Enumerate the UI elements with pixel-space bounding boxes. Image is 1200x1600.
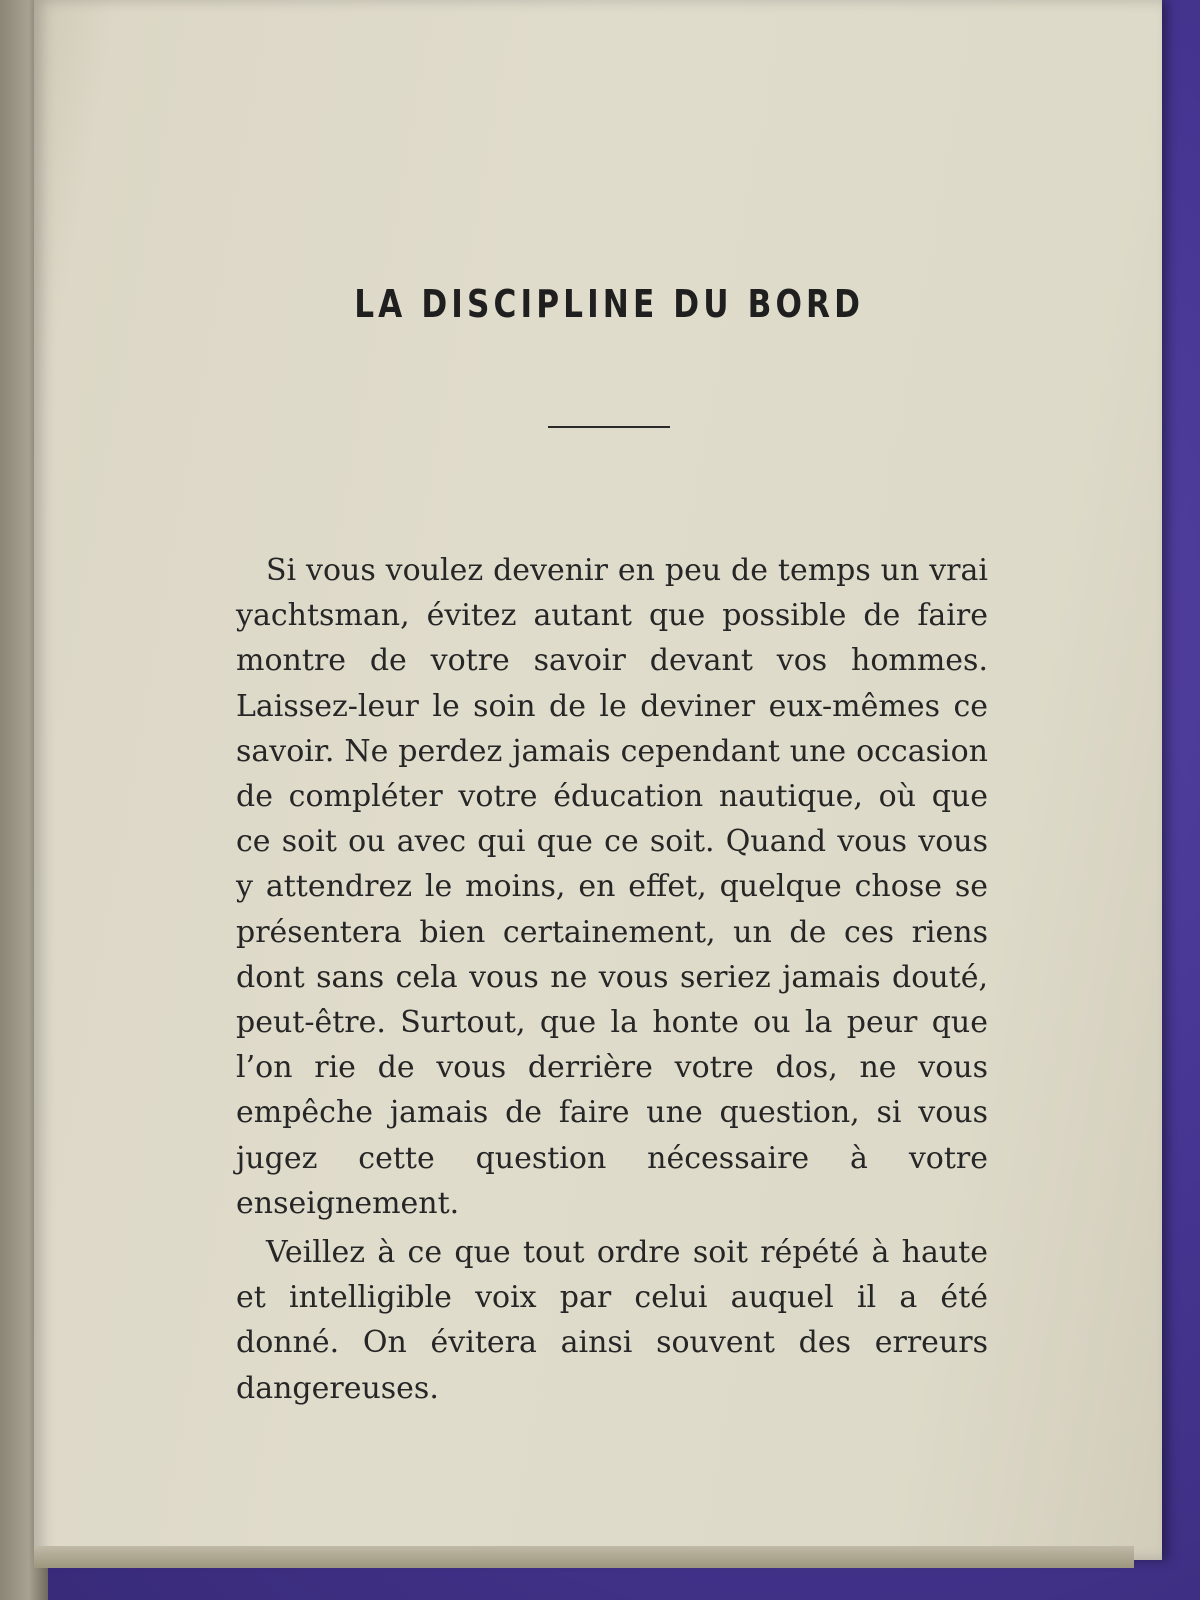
title-divider: [548, 426, 670, 428]
paragraph-1: Si vous voulez devenir en peu de temps un vrai yachtsman, évitez autant que possible de faire montre de votre savoir devant vos hommes. Laissez-leur le soin de le deviner eux-mêmes ce savoir. Ne perdez jamais cependant une occasion de compléter votre éducation nautique, où que ce soit ou avec qui que ce soit. Quand vous vous y attendrez le moins, en effet, quelque chose se présentera bien certainement, un de ces riens dont sans cela vous ne vous seriez jamais douté, peut-être. Surtout, que la honte ou la peur que l’on rie de vous derrière votre dos, ne vous empêche jamais de faire une question, si vous jugez cette question nécessaire à votre enseignement.: [236, 553, 988, 1221]
body-text: [236, 548, 988, 1411]
paragraph-2: Veillez à ce que tout ordre soit répété à haute et intelligible voix par celui auquel il a été donné. On évitera ainsi souvent des erreurs dangereuses.: [236, 1235, 988, 1406]
book-page: [34, 0, 1162, 1560]
page-bottom-edge: [34, 1546, 1134, 1568]
page-title: LA DISCIPLINE DU BORD: [354, 282, 865, 326]
